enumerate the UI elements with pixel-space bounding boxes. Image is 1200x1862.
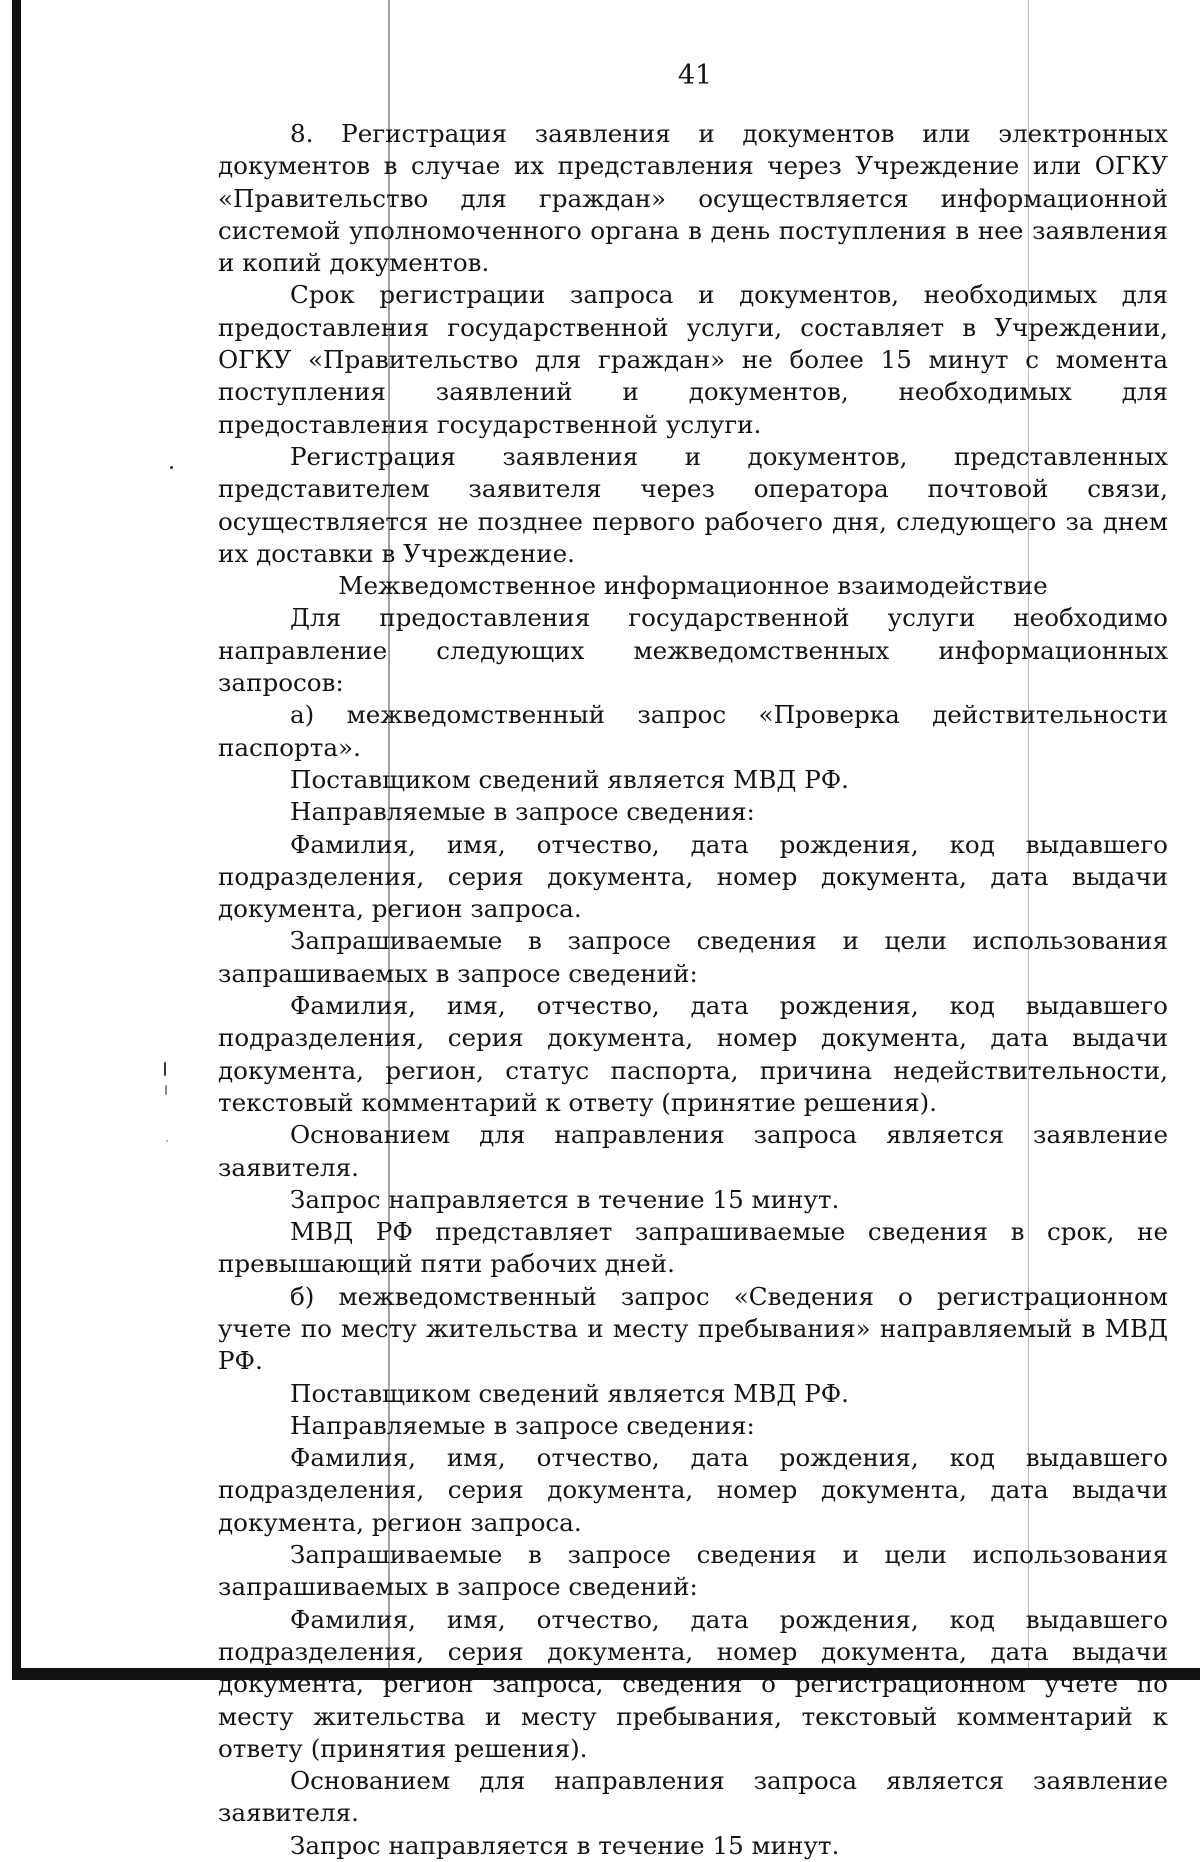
document-body — [218, 118, 1168, 1862]
paragraph: 8. Регистрация заявления и документов или электронных документов в случае их представления через Учреждение или ОГКУ «Правительство для граждан» осуществляется информационной системой уполномоченного органа в день поступления в нее заявления и копий документов. — [218, 119, 1168, 278]
paragraph: Срок регистрации запроса и документов, необходимых для предоставления государственной услуги, составляет в Учреждении, ОГКУ «Правительство для граждан» не более 15 минут с момента поступления заявлений и документов, необходимых для предоставления государственной услуги. — [218, 280, 1168, 439]
paragraph: МВД РФ представляет запрашиваемые сведения в срок, не превышающий пяти рабочих дней. — [218, 1217, 1168, 1279]
paragraph: Запрос направляется в течение 15 минут. — [290, 1184, 840, 1214]
paragraph: Запрашиваемые в запросе сведения и цели использования запрашиваемых в запросе сведений: — [218, 1540, 1168, 1602]
paragraph: б) межведомственный запрос «Сведения о регистрационном учете по месту жительства и месту пребывания» направляемый в МВД РФ. — [218, 1281, 1168, 1376]
paragraph: Основанием для направления запроса является заявление заявителя. — [218, 1766, 1168, 1828]
paragraph: Направляемые в запросе сведения: — [290, 797, 755, 827]
paragraph: а) межведомственный запрос «Проверка действительности паспорта». — [218, 700, 1168, 762]
section-heading: Межведомственное информационное взаимодействие — [338, 571, 1048, 601]
paragraph: Запрашиваемые в запросе сведения и цели использования запрашиваемых в запросе сведений: — [218, 926, 1168, 988]
paragraph: Основанием для направления запроса является заявление заявителя. — [218, 1120, 1168, 1182]
scan-speck — [165, 1085, 167, 1095]
paragraph: Фамилия, имя, отчество, дата рождения, код выдавшего подразделения, серия документа, номер документа, дата выдачи документа, регион запроса. — [218, 1443, 1168, 1537]
scan-border-left — [12, 0, 21, 1680]
paragraph: Направляемые в запросе сведения: — [290, 1410, 755, 1440]
page-number: 41 — [677, 60, 713, 91]
scan-speck — [164, 1062, 166, 1076]
scan-speck — [170, 466, 173, 469]
paragraph: Запрос направляется в течение 15 минут. — [290, 1830, 840, 1860]
paragraph: Регистрация заявления и документов, представленных представителем заявителя через оператора почтовой связи, осуществляется не позднее первого рабочего дня, следующего за днем их доставки в Учреждение. — [218, 441, 1168, 568]
paragraph: Фамилия, имя, отчество, дата рождения, код выдавшего подразделения, серия документа, номер документа, дата выдачи документа, регион запроса. — [218, 829, 1168, 924]
paragraph: Фамилия, имя, отчество, дата рождения, код выдавшего подразделения, серия документа, номер документа, дата выдачи документа, регион, статус паспорта, причина недействительности, текстовый комментарий к ответу (принятие решения). — [218, 991, 1168, 1117]
paragraph: Поставщиком сведений является МВД РФ. — [290, 1378, 850, 1408]
paragraph: Поставщиком сведений является МВД РФ. — [290, 764, 850, 794]
paragraph: Для предоставления государственной услуги необходимо направление следующих межведомственных информационных запросов: — [218, 603, 1168, 698]
scan-speck — [166, 1140, 168, 1142]
paragraph: Фамилия, имя, отчество, дата рождения, код выдавшего подразделения, серия документа, номер документа, дата выдачи документа, регион запроса, сведения о регистрационном учете по месту жительства и месту пребывания, текстовый комментарий к ответу (принятия решения). — [218, 1604, 1168, 1763]
